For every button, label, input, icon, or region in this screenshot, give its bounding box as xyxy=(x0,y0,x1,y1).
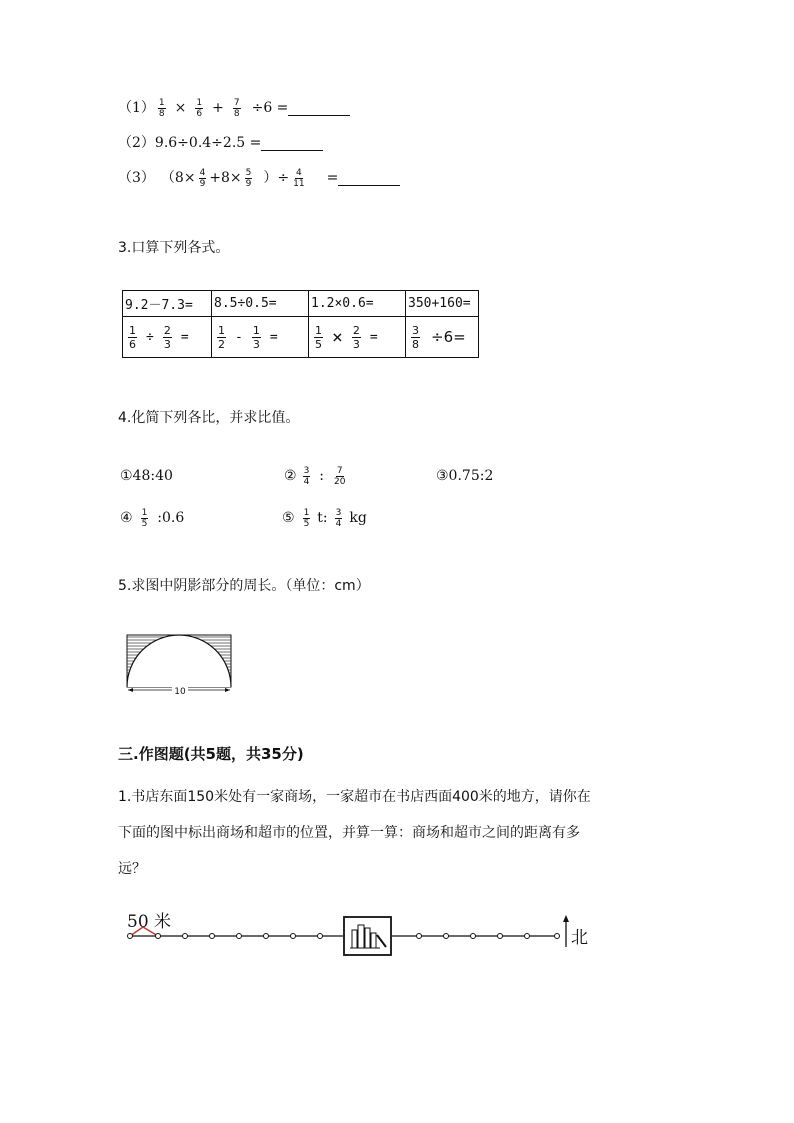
ratio-item-5: ⑤ $\frac{1}{5}$ t: $\frac{3}{4}$ kg xyxy=(282,507,367,529)
fraction: $\frac{5}{9}$ xyxy=(245,167,252,189)
answer-blank[interactable] xyxy=(288,101,350,116)
calc-item-1: （1） $\frac{1}{8}$ × $\frac{1}{6}$ + $\frac{7}{8}$ ÷6 = xyxy=(118,98,350,118)
table-cell: 9.2－7.3= xyxy=(123,291,212,317)
bookstore-icon xyxy=(344,917,391,955)
question-4-title: 4.化简下列各比，并求比值。 xyxy=(118,410,300,426)
fraction: $\frac{4}{11}$ xyxy=(293,167,305,189)
ratio-item-4: ④ $\frac{1}{5}$ :0.6 xyxy=(120,507,185,529)
fraction: $\frac{1}{8}$ xyxy=(158,97,165,119)
north-arrow-head-icon xyxy=(563,915,569,922)
position-number-line xyxy=(118,905,598,965)
shaded-semicircle-figure xyxy=(124,633,234,697)
ratio-item-2: ② $\frac{3}{4}$ : $\frac{7}{20}$ xyxy=(284,465,346,487)
ratio-item-3: ③0.75:2 xyxy=(436,468,494,484)
question-5-title: 5.求图中阴影部分的周长。（单位：cm） xyxy=(118,578,370,594)
table-cell: $\frac{1}{2}$ - $\frac{1}{3}$ = xyxy=(212,317,309,358)
fraction: $\frac{1}{6}$ xyxy=(196,97,203,119)
table-cell: $\frac{3}{8}$ ÷6= xyxy=(406,317,479,358)
section-3-title: 三.作图题(共5题，共35分) xyxy=(118,745,304,763)
arrow-left-icon xyxy=(128,688,133,692)
answer-blank[interactable] xyxy=(338,171,400,186)
scale-label: 50 米 xyxy=(127,912,172,932)
mental-math-table xyxy=(122,290,479,358)
table-cell: $\frac{1}{6}$ ÷ $\frac{2}{3}$ = xyxy=(123,317,212,358)
ratio-item-1: ①48:40 xyxy=(120,468,173,484)
north-label: 北 xyxy=(571,928,588,948)
fraction: $\frac{7}{8}$ xyxy=(233,97,240,119)
table-cell: 8.5÷0.5= xyxy=(212,291,309,317)
table-row xyxy=(123,317,479,358)
calc-item-2: （2） 9.6÷0.4÷2.5 = xyxy=(118,133,323,153)
table-cell: 350+160= xyxy=(406,291,479,317)
calc-item-3: （3） （8× $\frac{4}{9}$ +8× $\frac{5}{9}$ ）÷ $\frac{4}{11}$ = xyxy=(118,168,400,188)
fraction: $\frac{4}{9}$ xyxy=(199,167,206,189)
question-text-line-1: 1.书店东面150米处有一家商场，一家超市在书店西面400米的地方，请你在 xyxy=(118,789,591,805)
question-3-title: 3.口算下列各式。 xyxy=(118,240,230,256)
question-text-line-2: 下面的图中标出商场和超市的位置，并算一算：商场和超市之间的距离有多 xyxy=(118,825,580,841)
table-cell: $\frac{1}{5}$ × $\frac{2}{3}$ = xyxy=(309,317,406,358)
answer-blank[interactable] xyxy=(261,136,323,151)
table-row xyxy=(123,291,479,317)
question-text-line-3: 远？ xyxy=(118,861,146,877)
arrow-right-icon xyxy=(225,688,230,692)
table-cell: 1.2×0.6= xyxy=(309,291,406,317)
dimension-label: 10 xyxy=(174,687,186,697)
